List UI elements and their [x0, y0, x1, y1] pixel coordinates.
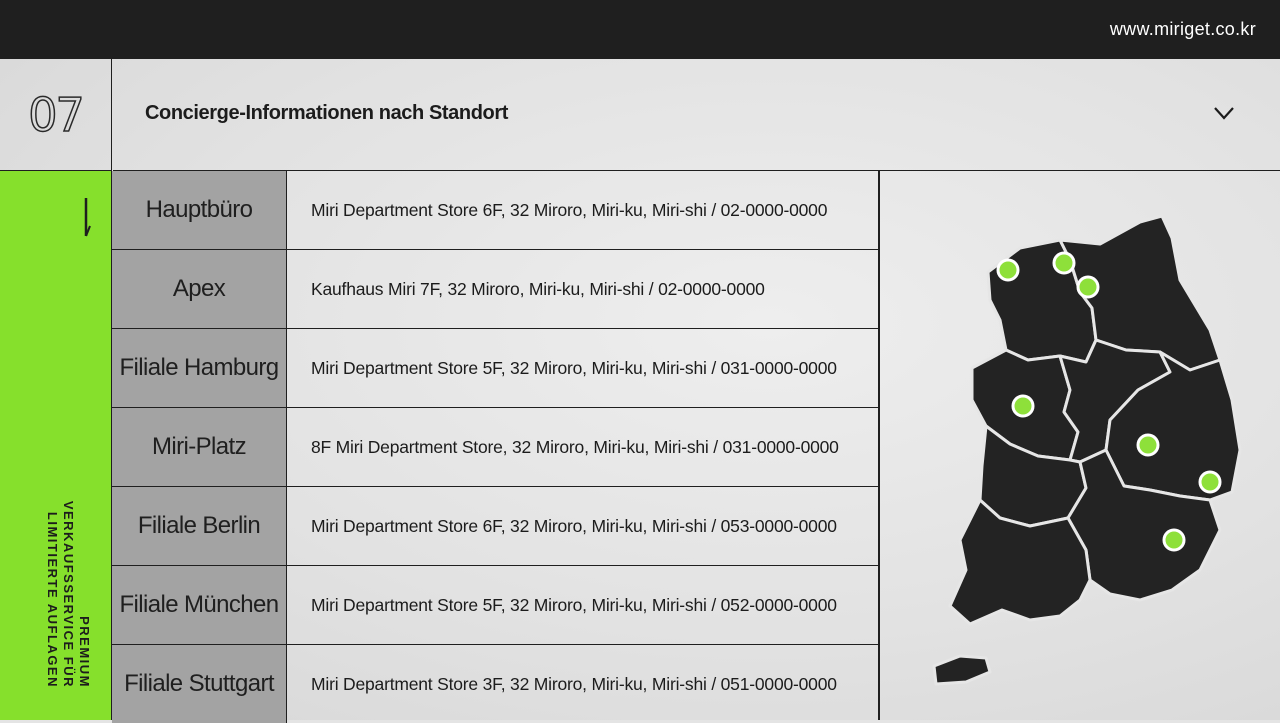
section-header[interactable]	[113, 59, 1280, 171]
location-info: Miri Department Store 6F, 32 Miroro, Miri-ku, Miri-shi / 053-0000-0000	[311, 515, 837, 536]
map-marker	[998, 260, 1018, 280]
tagline-line-1: PREMIUM	[77, 616, 92, 688]
location-name: Miri-Platz	[112, 408, 287, 486]
section-number-text: 07	[28, 87, 83, 142]
top-bar	[0, 0, 1280, 59]
location-name: Apex	[112, 250, 287, 328]
location-info: Miri Department Store 5F, 32 Miroro, Miri-ku, Miri-shi / 052-0000-0000	[311, 594, 837, 615]
location-name: Hauptbüro	[112, 171, 287, 249]
table-row	[112, 566, 879, 645]
table-row	[112, 250, 879, 329]
south-korea-map	[910, 200, 1270, 700]
site-url[interactable]: www.miriget.co.kr	[1109, 19, 1256, 39]
location-info: Miri Department Store 3F, 32 Miroro, Miri-ku, Miri-shi / 051-0000-0000	[311, 673, 837, 694]
location-info: Miri Department Store 5F, 32 Miroro, Miri-ku, Miri-shi / 031-0000-0000	[311, 357, 837, 378]
map-region	[934, 656, 990, 684]
table-row	[112, 408, 879, 487]
map-marker	[1200, 472, 1220, 492]
location-info: Miri Department Store 6F, 32 Miroro, Miri-ku, Miri-shi / 02-0000-0000	[311, 199, 828, 220]
table-row	[112, 171, 879, 250]
map-marker	[1138, 435, 1158, 455]
arrow-down-icon	[80, 196, 96, 240]
table-row	[112, 329, 879, 408]
location-name: Filiale Hamburg	[112, 329, 287, 407]
map-marker	[1013, 396, 1033, 416]
chevron-down-icon[interactable]	[1214, 106, 1234, 120]
section-number	[0, 59, 112, 171]
table-row	[112, 487, 879, 566]
tagline-line-3: LIMITIERTE AUFLAGEN	[45, 511, 60, 688]
table-row	[112, 645, 879, 723]
location-table	[112, 171, 879, 723]
map-marker	[1054, 253, 1074, 273]
map-marker	[1164, 530, 1184, 550]
location-info: Kaufhaus Miri 7F, 32 Miroro, Miri-ku, Miri-shi / 02-0000-0000	[311, 278, 765, 299]
location-name: Filiale München	[112, 566, 287, 644]
map-marker	[1078, 277, 1098, 297]
location-info: 8F Miri Department Store, 32 Miroro, Miri-ku, Miri-shi / 031-0000-0000	[311, 436, 839, 457]
sidebar-tagline	[32, 488, 92, 688]
location-name: Filiale Berlin	[112, 487, 287, 565]
tagline-line-2: VERKAUFSSERVICE FÜR	[61, 500, 76, 688]
location-name: Filiale Stuttgart	[112, 645, 287, 723]
table-divider	[878, 171, 880, 720]
section-title: Concierge-Informationen nach Standort	[145, 102, 509, 124]
